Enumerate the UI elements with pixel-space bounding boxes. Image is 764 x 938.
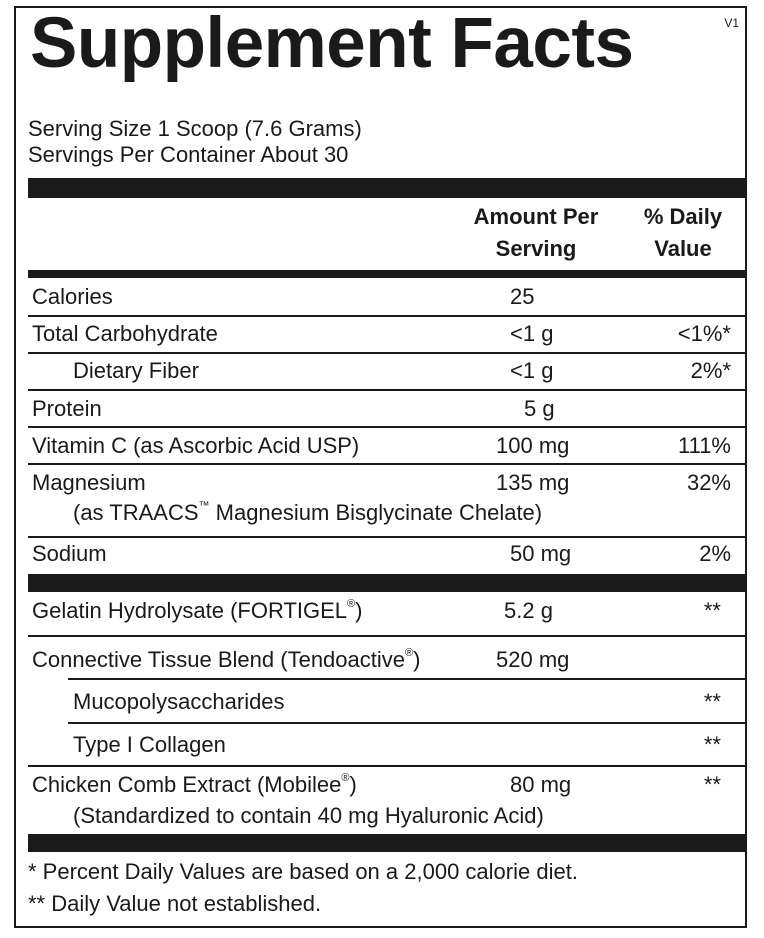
ingredient-name: Mucopolysaccharides (73, 689, 285, 714)
nutrient-amount: 50 mg (510, 541, 572, 566)
nutrient-amount: 135 mg (496, 470, 570, 495)
registered-mark: ® (405, 647, 414, 659)
footnote-daily-values: * Percent Daily Values are based on a 2,000 calorie diet. (28, 859, 578, 884)
registered-mark: ® (341, 772, 350, 784)
row-divider (28, 352, 745, 354)
nutrient-dv: 2% (699, 541, 731, 566)
row-divider (28, 426, 745, 428)
supplement-facts-label (14, 6, 747, 928)
label-title: Supplement Facts (30, 4, 634, 83)
row-divider (28, 463, 745, 465)
ingredient-amount: 520 mg (496, 647, 570, 672)
nutrient-name: Magnesium (32, 470, 146, 495)
nutrient-amount: <1 g (510, 358, 554, 383)
nutrient-amount: 25 (510, 284, 535, 309)
nutrient-dv: 32% (686, 470, 731, 495)
row-divider (28, 635, 745, 637)
amount-per-serving-header (456, 201, 616, 265)
ingredient-name: Gelatin Hydrolysate (FORTIGEL®) (32, 598, 363, 623)
row-divider (28, 536, 745, 538)
ingredient-standardization: (Standardized to contain 40 mg Hyaluronic Acid) (73, 803, 544, 828)
nutrient-dv: 111% (677, 433, 731, 458)
ingredient-amount: 5.2 g (504, 598, 553, 623)
thick-divider (28, 574, 745, 592)
ingredient-dv: ** (703, 732, 721, 757)
thick-divider (28, 178, 745, 198)
ingredient-name: Chicken Comb Extract (Mobilee®) (32, 772, 357, 797)
row-divider (68, 678, 745, 680)
trademark-mark: ™ (198, 500, 210, 512)
nutrient-name: Dietary Fiber (73, 358, 199, 383)
registered-mark: ® (347, 598, 356, 610)
nutrient-amount: 100 mg (496, 433, 570, 458)
ingredient-dv: ** (703, 598, 721, 623)
serving-size: Serving Size 1 Scoop (7.6 Grams) (28, 116, 362, 141)
nutrient-name: Total Carbohydrate (32, 321, 218, 346)
row-divider (28, 765, 745, 767)
nutrient-source: (as TRAACS™ Magnesium Bisglycinate Chelate) (73, 500, 543, 525)
row-divider (28, 389, 745, 391)
header-divider (28, 270, 745, 278)
ingredient-amount: 80 mg (510, 772, 572, 797)
servings-per-container: Servings Per Container About 30 (28, 142, 349, 167)
nutrient-name: Vitamin C (as Ascorbic Acid USP) (32, 433, 360, 458)
nutrient-name: Calories (32, 284, 113, 309)
ingredient-name: Type I Collagen (73, 732, 226, 757)
nutrient-amount: <1 g (510, 321, 554, 346)
amount-header-line1: Amount Per (473, 204, 599, 229)
daily-value-header (628, 201, 738, 265)
version-code: V1 (724, 16, 739, 30)
ingredient-dv: ** (703, 689, 721, 714)
dv-header-line1: % Daily (643, 204, 723, 229)
dv-header-line2: Value (654, 236, 712, 261)
nutrient-name: Sodium (32, 541, 107, 566)
ingredient-name: Connective Tissue Blend (Tendoactive®) (32, 647, 421, 672)
row-divider (28, 315, 745, 317)
nutrient-dv: <1%* (677, 321, 731, 346)
amount-header-line2: Serving (495, 236, 577, 261)
nutrient-dv: 2%* (690, 358, 731, 383)
nutrient-name: Protein (32, 396, 102, 421)
thick-divider (28, 834, 745, 852)
row-divider (68, 722, 745, 724)
footnote-not-established: ** Daily Value not established. (28, 891, 322, 916)
nutrient-amount: 5 g (524, 396, 555, 421)
ingredient-dv: ** (703, 772, 721, 797)
